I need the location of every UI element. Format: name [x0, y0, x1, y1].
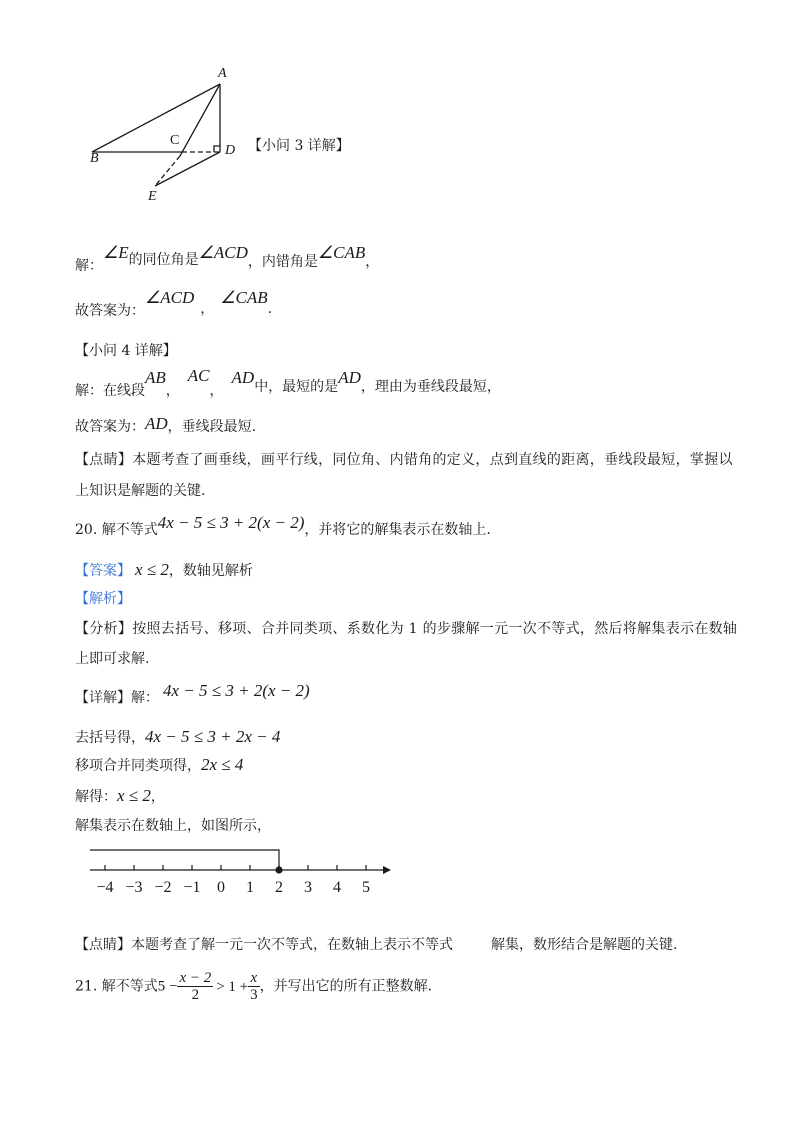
- part3-answer-prefix: 故答案为：: [75, 303, 145, 319]
- q20-step3-end: ，: [150, 789, 165, 805]
- tick-label: −2: [154, 879, 172, 896]
- tick-label: 1: [246, 879, 254, 896]
- q21-frac1-num: x − 2: [179, 970, 212, 986]
- tick-label: −1: [183, 879, 201, 896]
- q20-step3-line: [75, 787, 165, 806]
- dianjing2-line: [75, 936, 677, 954]
- q20-answer-math: x ≤ 2: [135, 560, 169, 579]
- part4-sol-prefix: 解：在线段: [75, 383, 145, 399]
- part3-heading: 【小问 3 详解】: [248, 138, 350, 154]
- q20-step4-text: 解集表示在数轴上，如图所示，: [75, 818, 271, 834]
- q20-jiexi-tag: 【解析】: [75, 591, 131, 607]
- q21-frac1-den: 2: [191, 987, 200, 1003]
- dianjing1-line2: 上知识是解题的关键.: [75, 483, 206, 499]
- tick-label: 3: [304, 879, 312, 896]
- part4-seg-ab: AB: [145, 368, 166, 387]
- q20-answer-tag: 【答案】: [75, 563, 131, 579]
- part3-answer-line: [75, 288, 273, 319]
- q20-step2-text: 移项合并同类项得，: [75, 758, 201, 774]
- q21-mid: > 1 +: [216, 978, 249, 995]
- part3-angle-e: ∠E: [103, 243, 129, 262]
- part4-seg-ad: AD: [231, 368, 255, 387]
- part3-ans-cab: ∠CAB: [220, 288, 268, 307]
- part4-solution-line: [75, 366, 501, 399]
- tick-label: −3: [125, 879, 143, 896]
- tick-label: 4: [333, 879, 341, 896]
- dianjing2-part1: 【点睛】本题考查了解一元一次不等式，在数轴上表示不等式: [75, 937, 453, 953]
- q20-fenxi-line1: 【分析】按照去括号、移项、合并同类项、系数化为 1 的步骤解一元一次不等式，然后将解集表示在数轴: [75, 621, 738, 637]
- part4-ans-end: ，垂线段最短.: [167, 419, 257, 435]
- part4-seg-ad2: AD: [338, 368, 361, 387]
- part3-text3: ，: [365, 254, 380, 270]
- part3-text1: 的同位角是: [128, 252, 199, 268]
- q20-step1-text: 去括号得，: [75, 730, 145, 746]
- q20-detail-line: [75, 681, 310, 706]
- q21-question-line: [75, 970, 432, 1003]
- part4-comma1: ，: [165, 383, 180, 399]
- q20-fenxi-line2: 上即可求解.: [75, 651, 150, 667]
- q20-detail-math: 4x − 5 ≤ 3 + 2(x − 2): [163, 681, 310, 700]
- part3-comma: ，: [200, 301, 215, 317]
- q21-prefix: 21. 解不等式: [75, 978, 158, 995]
- q20-step2-math: 2x ≤ 4: [201, 755, 244, 774]
- q20-detail-prefix: 【详解】解：: [75, 690, 159, 706]
- q20-step1-line: [75, 728, 280, 747]
- dianjing1-line1: 【点睛】本题考查了画垂线，画平行线，同位角、内错角的定义，点到直线的距离，垂线段最短，掌握以: [75, 452, 733, 468]
- part4-answer-line: [75, 414, 257, 436]
- q20-suffix: ，并将它的解集表示在数轴上.: [304, 522, 491, 538]
- part3-solution-line: [75, 243, 380, 274]
- part3-ans-acd: ∠ACD: [145, 288, 195, 307]
- part4-text-mid: 中，最短的是: [254, 379, 339, 395]
- part3-period: .: [267, 301, 273, 317]
- dianjing2-part2: 解集，数形结合是解题的关键.: [491, 937, 678, 953]
- q21-fraction-1: [177, 970, 213, 1003]
- q20-prefix: 20. 解不等式: [75, 522, 158, 538]
- q20-inequality: 4x − 5 ≤ 3 + 2(x − 2): [157, 513, 305, 532]
- label-d: D: [225, 143, 236, 158]
- part4-ans-ad: AD: [145, 414, 168, 433]
- part3-text2: ，内错角是: [247, 254, 318, 270]
- label-b: B: [90, 151, 99, 166]
- label-a: A: [218, 66, 227, 81]
- number-line-arrow-icon: [383, 866, 391, 874]
- q20-step2-line: [75, 756, 243, 775]
- q21-suffix: ，并写出它的所有正整数解.: [259, 978, 433, 995]
- right-angle-mark: [214, 146, 220, 152]
- label-e: E: [148, 189, 157, 204]
- q21-frac2-num: x: [248, 970, 260, 987]
- part3-angle-acd: ∠ACD: [198, 243, 248, 262]
- q20-step3-text: 解得：: [75, 789, 117, 805]
- q21-lead: 5 −: [157, 978, 178, 995]
- solution-ray: [90, 850, 279, 870]
- part4-seg-ac: AC: [187, 366, 210, 385]
- q20-question-line: [75, 513, 491, 538]
- part3-angle-cab: ∠CAB: [317, 243, 366, 262]
- q20-answer-line: [75, 561, 253, 580]
- segment-ed: [155, 152, 220, 186]
- tick-label: −4: [96, 879, 114, 896]
- q20-step1-math: 4x − 5 ≤ 3 + 2x − 4: [145, 727, 281, 746]
- tick-label: 5: [362, 879, 370, 896]
- part4-heading: 【小问 4 详解】: [75, 343, 177, 359]
- q21-frac2-den: 3: [250, 987, 258, 1003]
- q21-fraction-2: [248, 970, 260, 1003]
- part4-answer-prefix: 故答案为：: [75, 419, 145, 435]
- part4-text-end: ，理由为垂线段最短，: [360, 379, 501, 395]
- label-c: C: [170, 133, 180, 148]
- tick-label: 2: [275, 879, 283, 896]
- q20-answer-text: ，数轴见解析: [168, 563, 253, 579]
- part4-comma2: ，: [209, 383, 224, 399]
- segment-ce-dashed: [155, 156, 180, 186]
- number-line: [85, 838, 405, 898]
- q20-step3-math: x ≤ 2: [117, 786, 151, 805]
- tick-label: 0: [217, 879, 225, 896]
- part3-sol-prefix: 解：: [75, 258, 103, 274]
